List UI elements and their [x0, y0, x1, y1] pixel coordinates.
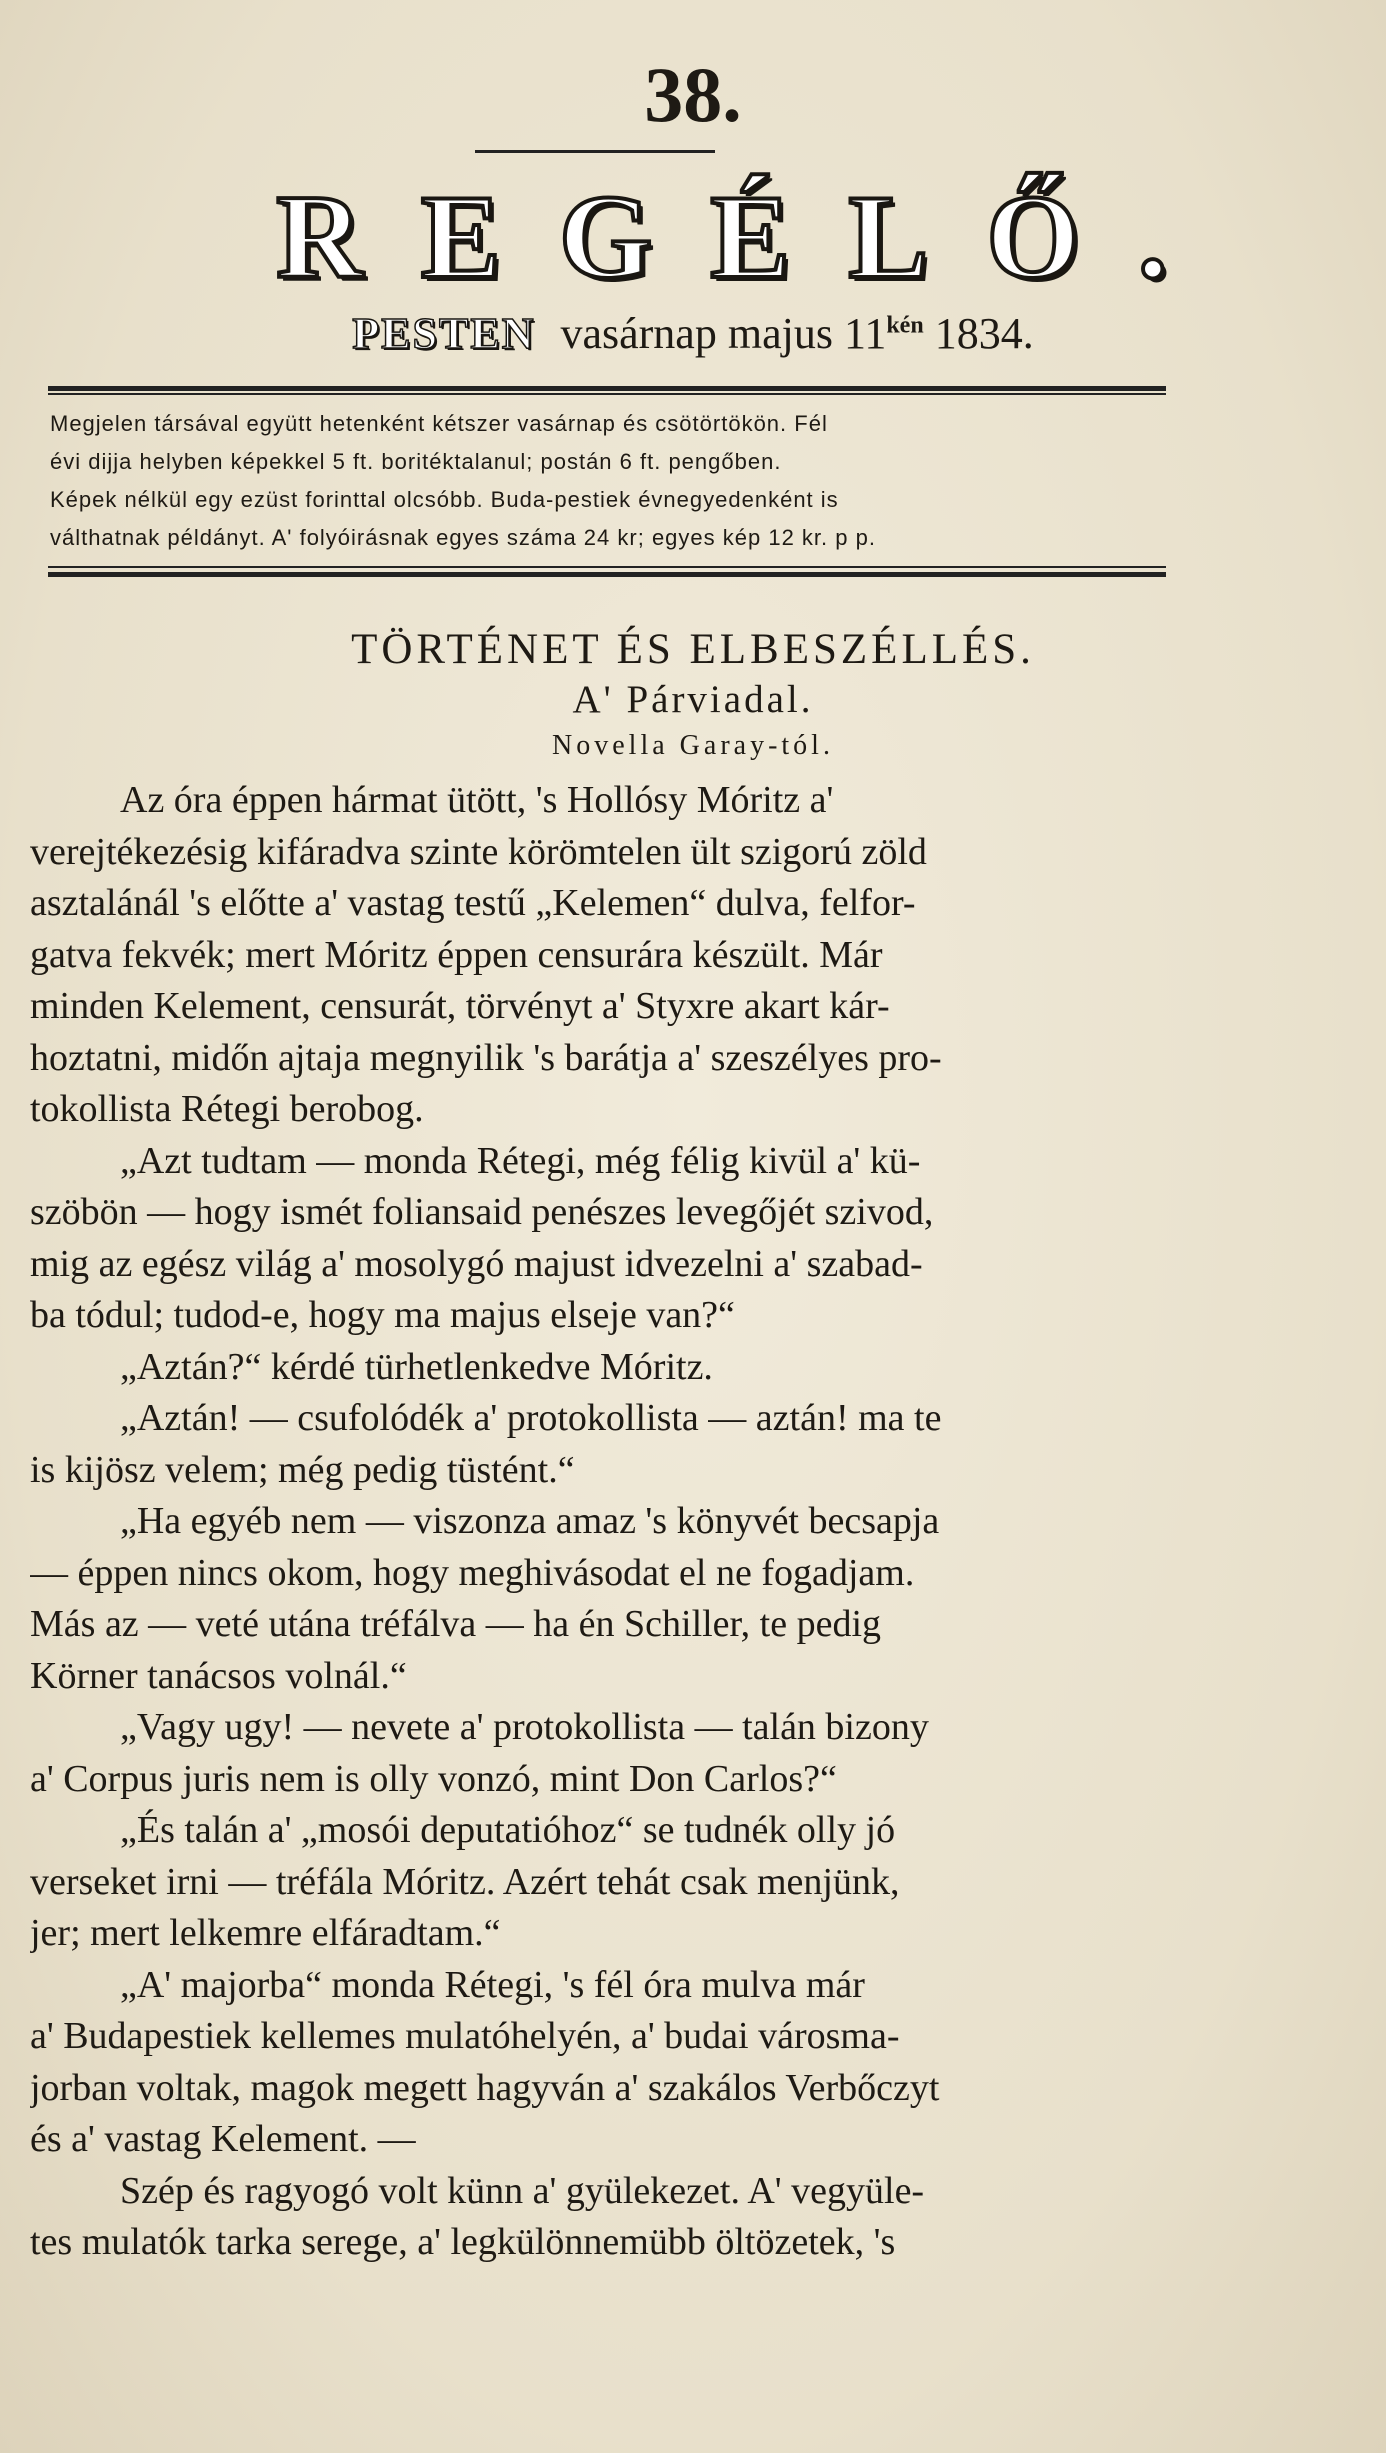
section-title: TÖRTÉNET ÉS ELBESZÉLLÉS.	[351, 626, 1035, 673]
body-line: verseket irni — tréfála Móritz. Azért tehát csak menjünk,	[30, 1860, 900, 1903]
issue-rule	[475, 150, 715, 153]
body-line: gatva fekvék; mert Móritz éppen censurára készült. Már	[30, 933, 883, 976]
story-body	[30, 775, 1170, 2269]
dateline-year: 1834.	[934, 309, 1034, 358]
body-line: tokollista Rétegi berobog.	[30, 1088, 424, 1130]
body-line: hoztatni, midőn ajtaja megnyilik 's barátja a' szeszélyes pro-	[30, 1036, 942, 1079]
body-line: „Aztán?“ kérdé türhetlenkedve Móritz.	[120, 1345, 713, 1388]
body-line: „Vagy ugy! — nevete a' protokollista — talán bizony	[120, 1706, 929, 1748]
body-line: „Ha egyéb nem — viszonza amaz 's könyvét becsapja	[120, 1500, 940, 1542]
body-line: jorban voltak, magok megett hagyván a' szakálos Verbőczyt	[30, 2066, 940, 2109]
header-rule-bottom-thin	[48, 566, 1166, 568]
story-title: A' Párviadal.	[572, 678, 814, 721]
body-line: tes mulatók tarka serege, a' legkülönnemübb öltözetek, 's	[30, 2221, 896, 2263]
body-line: verejtékezésig kifáradva szinte körömtelen ült szigorú zöld	[30, 830, 927, 873]
masthead-title: REGÉLŐ.	[276, 170, 1226, 303]
body-line: Körner tanácsos volnál.“	[30, 1654, 407, 1697]
body-line: a' Budapestiek kellemes mulatóhelyén, a' budai városma-	[30, 2015, 900, 2057]
body-line: minden Kelement, censurát, törvényt a' Styxre akart kár-	[30, 985, 890, 1027]
body-line: a' Corpus juris nem is olly vonzó, mint Don Carlos?“	[30, 1757, 837, 1800]
header-rule-top	[48, 386, 1166, 391]
notice-line: Megjelen társával együtt hetenként kétszer vasárnap és csötörtökön. Fél	[50, 411, 828, 436]
dateline-place: PESTEN	[352, 309, 536, 358]
story-author: Novella Garay-tól.	[552, 730, 834, 761]
dateline-date: $11^{kén}$	[843, 309, 924, 358]
body-line: Szép és ragyogó volt künn a' gyülekezet. A' vegyüle-	[120, 2169, 925, 2212]
body-line: mig az egész világ a' mosolygó majust idvezelni a' szabad-	[30, 1242, 923, 1285]
body-line: is kijösz velem; még pedig tüstént.“	[30, 1448, 575, 1491]
body-line: és a' vastag Kelement. —	[30, 2118, 416, 2160]
body-line: szöbön — hogy ismét foliansaid penészes levegőjét szivod,	[30, 1191, 934, 1233]
body-line: Más az — veté utána tréfálva — ha én Schiller, te pedig	[30, 1603, 882, 1645]
notice-line: válthatnak példányt. A' folyóirásnak egyes száma 24 kr; egyes kép 12 kr. p p.	[50, 525, 876, 550]
body-line: — éppen nincs okom, hogy meghivásodat el ne fogadjam.	[30, 1551, 915, 1594]
notice-line: Képek nélkül egy ezüst forinttal olcsóbb. Buda-pestiek évnegyedenként is	[50, 487, 839, 512]
body-line: ba tódul; tudod-e, hogy ma majus elseje van?“	[30, 1294, 735, 1336]
body-line: „Aztán! — csufolódék a' protokollista — aztán! ma te	[120, 1397, 942, 1439]
subscription-notice	[50, 405, 1168, 557]
dateline	[0, 308, 1386, 359]
body-line: asztalánál 's előtte a' vastag testű „Kelemen“ dulva, felfor-	[30, 882, 916, 924]
body-line: „A' majorba“ monda Rétegi, 's fél óra mulva már	[120, 1963, 865, 2006]
dateline-month: majus	[727, 309, 833, 358]
body-line: jer; mert lelkemre elfáradtam.“	[30, 1912, 501, 1954]
dateline-day: vasárnap	[560, 309, 717, 358]
header-rule-top-thin	[48, 393, 1166, 395]
issue-number: 38.	[644, 51, 742, 138]
header-rule-bottom	[48, 572, 1166, 577]
body-line: Az óra éppen hármat ütött, 's Hollósy Móritz a'	[120, 779, 834, 821]
notice-line: évi dijja helyben képekkel 5 ft. boritéktalanul; postán 6 ft. pengőben.	[50, 449, 782, 474]
body-line: „Azt tudtam — monda Rétegi, még félig kivül a' kü-	[120, 1139, 921, 1182]
body-line: „És talán a' „mosói deputatióhoz“ se tudnék olly jó	[120, 1809, 896, 1851]
